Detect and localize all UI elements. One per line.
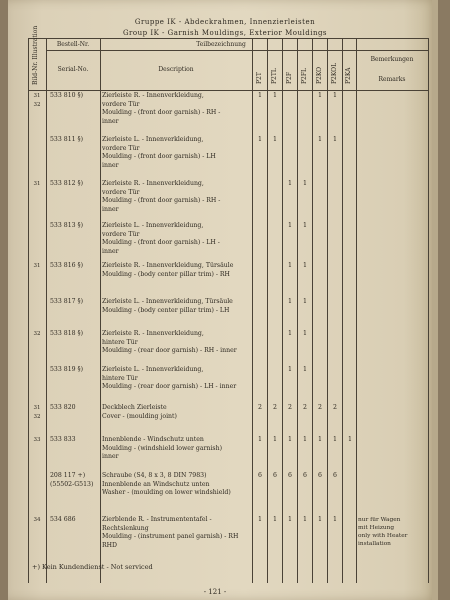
part-description: Innenblende - Windschutz unten Moulding - (windshield lower garnish) inner: [102, 436, 223, 461]
quantity-p2kol: 1: [333, 92, 337, 99]
quantity-p2ko: 1: [318, 92, 322, 99]
column-model-p2fl: P2FL: [301, 67, 308, 84]
part-description: Zierleiste R. - Innenverkleidung, vordere Tür Moulding - (front door garnish) - RH - inner: [102, 180, 221, 213]
quantity-p2kol: 1: [333, 436, 337, 443]
quantity-p2kol: 1: [333, 136, 337, 143]
group-title-en: Group IK - Garnish Mouldings, Exterior Mouldings: [122, 29, 328, 37]
illustration-number: 33: [33, 437, 41, 443]
quantity-p2f: 1: [288, 222, 292, 229]
quantity-p2ko: 6: [318, 472, 322, 479]
serial-number: 534 686: [50, 516, 76, 523]
quantity-p2fl: 1: [303, 222, 307, 229]
serial-number: 533 810 §): [50, 92, 84, 99]
quantity-p2f: 6: [288, 472, 292, 479]
remark: nur für Wagen mit Heizung only with Heater installation: [358, 517, 408, 547]
column-model-p2kol: P2KOL: [331, 62, 338, 84]
quantity-p2tl: 6: [273, 472, 277, 479]
illustration-number: 34: [33, 517, 41, 523]
quantity-p2fl: 1: [303, 366, 307, 373]
part-description: Zierleiste R. - Innenverkleidung, Türsäule Moulding - (body center pillar trim) - RH: [102, 262, 234, 278]
part-description: Schraube (S4, 8 x 3, 8 DIN 7983) Innenblende an Windschutz unten Washer - (moulding on lower windshield): [102, 472, 231, 497]
quantity-p2tl: 1: [273, 136, 277, 143]
serial-number: 533 817 §): [50, 298, 84, 305]
quantity-p2ka: 1: [348, 436, 352, 443]
quantity-p2t: 6: [258, 472, 262, 479]
quantity-p2t: 1: [258, 136, 262, 143]
quantity-p2fl: 1: [303, 436, 307, 443]
quantity-p2f: 1: [288, 330, 292, 337]
quantity-p2tl: 2: [273, 404, 277, 411]
column-description: Description: [158, 66, 194, 73]
quantity-p2ko: 1: [318, 436, 322, 443]
part-description: Zierleiste R. - Innenverkleidung, hintere Tür Moulding - (rear door garnish) - RH - inner: [102, 330, 237, 355]
quantity-p2fl: 1: [303, 180, 307, 187]
column-model-p2tl: P2TL: [271, 68, 278, 84]
serial-number: 533 811 §): [50, 136, 84, 143]
serial-number: 208 117 +) (55502-G513): [50, 472, 94, 488]
page-edge: [432, 0, 438, 600]
part-description: Zierleiste R. - Innenverkleidung, vordere Tür Moulding - (front door garnish) - RH - inner: [102, 92, 221, 125]
quantity-p2t: 1: [258, 436, 262, 443]
quantity-p2ko: 1: [318, 516, 322, 523]
serial-number: 533 818 §): [50, 330, 84, 337]
quantity-p2fl: 1: [303, 516, 307, 523]
illustration-number: 31 32: [33, 405, 41, 420]
quantity-p2ko: 2: [318, 404, 322, 411]
quantity-p2t: 1: [258, 92, 262, 99]
part-description: Zierleiste L. - Innenverkleidung, vordere Tür Moulding - (front door garnish) - LH inner: [102, 136, 216, 169]
column-bestell-nr: Bestell-Nr.: [56, 41, 90, 48]
quantity-p2t: 1: [258, 516, 262, 523]
quantity-p2kol: 6: [333, 472, 337, 479]
part-description: Zierblende R. - Instrumententafel - Rechtslenkung Moulding - (instrument panel garnish) - RH RHD: [102, 516, 239, 549]
serial-number: 533 833: [50, 436, 76, 443]
part-description: Zierleiste L. - Innenverkleidung, hintere Tür Moulding - (rear door garnish) - LH - inner: [102, 366, 237, 391]
column-bild-nr: Bild-Nr. Illustration: [32, 25, 39, 85]
quantity-p2f: 1: [288, 180, 292, 187]
part-description: Deckblech Zierleiste Cover - (moulding joint): [102, 404, 177, 420]
column-serial-no: Serial-No.: [57, 66, 89, 73]
serial-number: 533 813 §): [50, 222, 84, 229]
quantity-p2tl: 1: [273, 516, 277, 523]
group-title-de: Gruppe IK - Abdeckrahmen, Innenzierleisten: [134, 18, 316, 26]
footnote: +) Kein Kundendienst - Not serviced: [32, 563, 153, 571]
quantity-p2tl: 1: [273, 436, 277, 443]
serial-number: 533 816 §): [50, 262, 84, 269]
quantity-p2fl: 1: [303, 262, 307, 269]
serial-number: 533 819 §): [50, 366, 84, 373]
illustration-number: 31: [33, 181, 41, 187]
quantity-p2f: 1: [288, 516, 292, 523]
column-teilbezeichnung: Teilbezeichnung: [196, 41, 246, 48]
quantity-p2kol: 1: [333, 516, 337, 523]
column-model-p2f: P2F: [286, 71, 293, 84]
quantity-p2t: 2: [258, 404, 262, 411]
quantity-p2f: 1: [288, 436, 292, 443]
quantity-p2fl: 1: [303, 330, 307, 337]
column-remarks: Remarks: [378, 76, 406, 83]
quantity-p2kol: 2: [333, 404, 337, 411]
illustration-number: 31: [33, 263, 41, 269]
quantity-p2f: 1: [288, 298, 292, 305]
quantity-p2fl: 6: [303, 472, 307, 479]
serial-number: 533 812 §): [50, 180, 84, 187]
illustration-number: 32: [33, 331, 41, 337]
quantity-p2tl: 1: [273, 92, 277, 99]
quantity-p2ko: 1: [318, 136, 322, 143]
page-number: - 121 -: [203, 588, 227, 596]
part-description: Zierleiste L. - Innenverkleidung, vordere Tür Moulding - (front door garnish) - LH - inner: [102, 222, 220, 255]
quantity-p2f: 1: [288, 262, 292, 269]
illustration-number: 31 32: [33, 93, 41, 108]
serial-number: 533 820: [50, 404, 76, 411]
column-bemerkungen: Bemerkungen: [370, 56, 414, 63]
quantity-p2fl: 1: [303, 298, 307, 305]
part-description: Zierleiste L. - Innenverkleidung, Türsäule Moulding - (body center pillar trim) - LH: [102, 298, 233, 314]
column-model-p2ko: P2KO: [316, 66, 323, 84]
quantity-p2f: 1: [288, 366, 292, 373]
column-model-p2t: P2T: [256, 72, 263, 84]
column-model-p2ka: P2KA: [345, 67, 352, 84]
quantity-p2fl: 2: [303, 404, 307, 411]
quantity-p2f: 2: [288, 404, 292, 411]
